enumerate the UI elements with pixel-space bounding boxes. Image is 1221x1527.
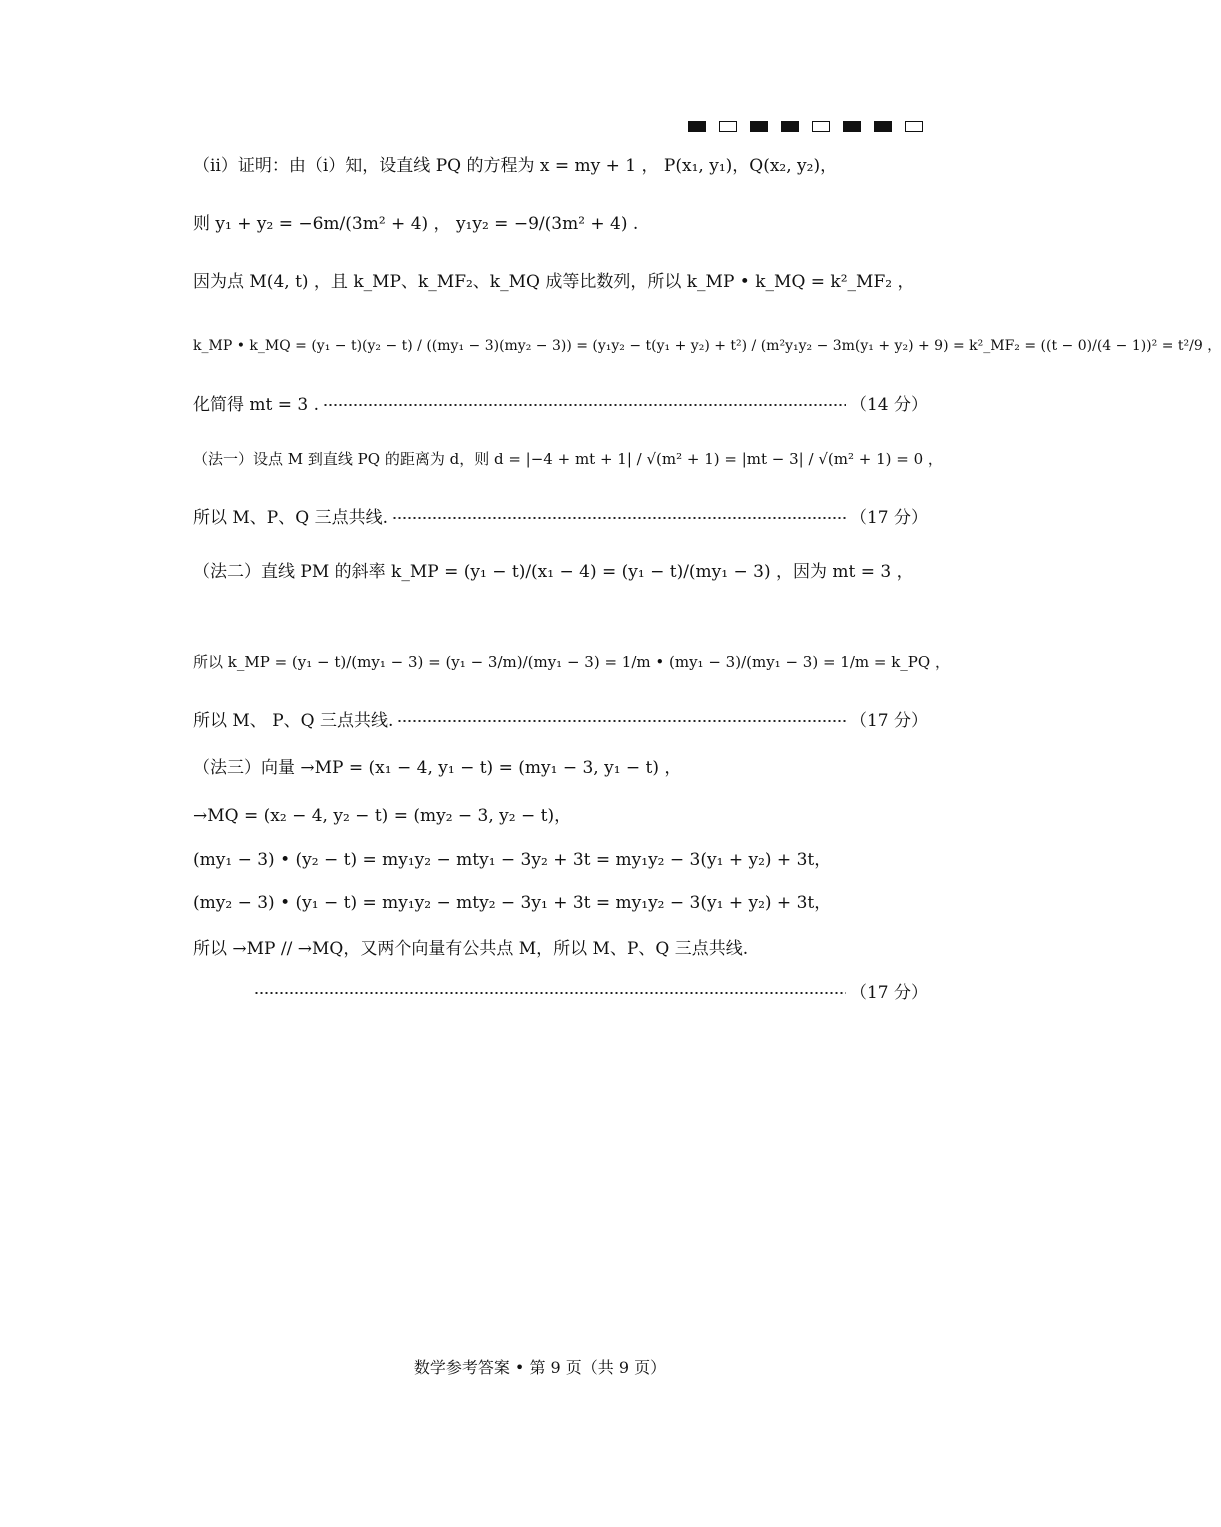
proof-line-5: 化简得 mt = 3 . （14 分） [193,395,928,415]
proof-line-1: （ⅱ）证明：由（ⅰ）知，设直线 PQ 的方程为 x = my + 1 ， P(x₁, y₁)，Q(x₂, y₂)， [193,156,838,176]
dot-product-line-1: (my₁ − 3) • (y₂ − t) = my₁y₂ − mty₁ − 3y₂ + 3t = my₁y₂ − 3(y₁ + y₂) + 3t， [193,850,832,870]
proof-line-2: 则 y₁ + y₂ = −6m/(3m² + 4) ， y₁y₂ = −9/(3m² + 4) . [193,214,639,234]
method-three-line: （法三）向量 →MP = (x₁ − 4, y₁ − t) = (my₁ − 3, y₁ − t) ， [193,758,682,778]
header-marks [688,121,923,132]
leader-dots [392,517,846,519]
mark-box-empty [719,121,737,132]
leader-dots [397,720,846,722]
dot-product-line-2: (my₂ − 3) • (y₁ − t) = my₁y₂ − mty₂ − 3y₁ + 3t = my₁y₂ − 3(y₁ + y₂) + 3t， [193,893,832,913]
method-three-conclusion: 所以 →MP // →MQ，又两个向量有公共点 M，所以 M、P、Q 三点共线. [193,939,749,959]
method-two-conclusion: 所以 M、 P、Q 三点共线. （17 分） [193,711,928,731]
final-score-line [250,983,928,1003]
method-one-conclusion: 所以 M、P、Q 三点共线. （17 分） [193,508,928,528]
mark-box-empty [812,121,830,132]
method-one-line: （法一）设点 M 到直线 PQ 的距离为 d，则 d = |−4 + mt + 1| / √(m² + 1) = |mt − 3| / √(m² + 1) = 0 ， [193,450,943,468]
proof-line-3: 因为点 M(4, t) ，且 k_MP、k_MF₂、k_MQ 成等比数列，所以 k_MP • k_MQ = k²_MF₂ ， [193,272,915,292]
method-two-derivation: 所以 k_MP = (y₁ − t)/(my₁ − 3) = (y₁ − 3/m)/(my₁ − 3) = 1/m • (my₁ − 3)/(my₁ − 3) = 1/m = k_PQ ， [193,653,950,671]
proof-line-4: k_MP • k_MQ = (y₁ − t)(y₂ − t) / ((my₁ − 3)(my₂ − 3)) = (y₁y₂ − t(y₁ + y₂) + t²) / (m²y₁y₂ − 3m(y₁ + y₂) + 9) = k²_MF₂ = ((t − 0)/(4 − 1))² = t²/9 ， [193,338,1221,354]
method-two-line: （法二）直线 PM 的斜率 k_MP = (y₁ − t)/(x₁ − 4) = (y₁ − t)/(my₁ − 3) ，因为 mt = 3 ， [193,562,914,582]
score-label: （17 分） [849,508,928,528]
score-label: （14 分） [849,395,928,415]
leader-dots [254,992,846,994]
score-label: （17 分） [849,711,928,731]
mark-box-empty [905,121,923,132]
score-label: （17 分） [849,983,928,1003]
mark-box-filled [750,121,768,132]
mark-box-filled [688,121,706,132]
mark-box-filled [781,121,799,132]
vector-mq-line: →MQ = (x₂ − 4, y₂ − t) = (my₂ − 3, y₂ − t)， [193,806,572,826]
mark-box-filled [843,121,861,132]
mark-box-filled [874,121,892,132]
leader-dots [323,404,846,406]
page-footer: 数学参考答案 • 第 9 页（共 9 页） [413,1358,667,1377]
